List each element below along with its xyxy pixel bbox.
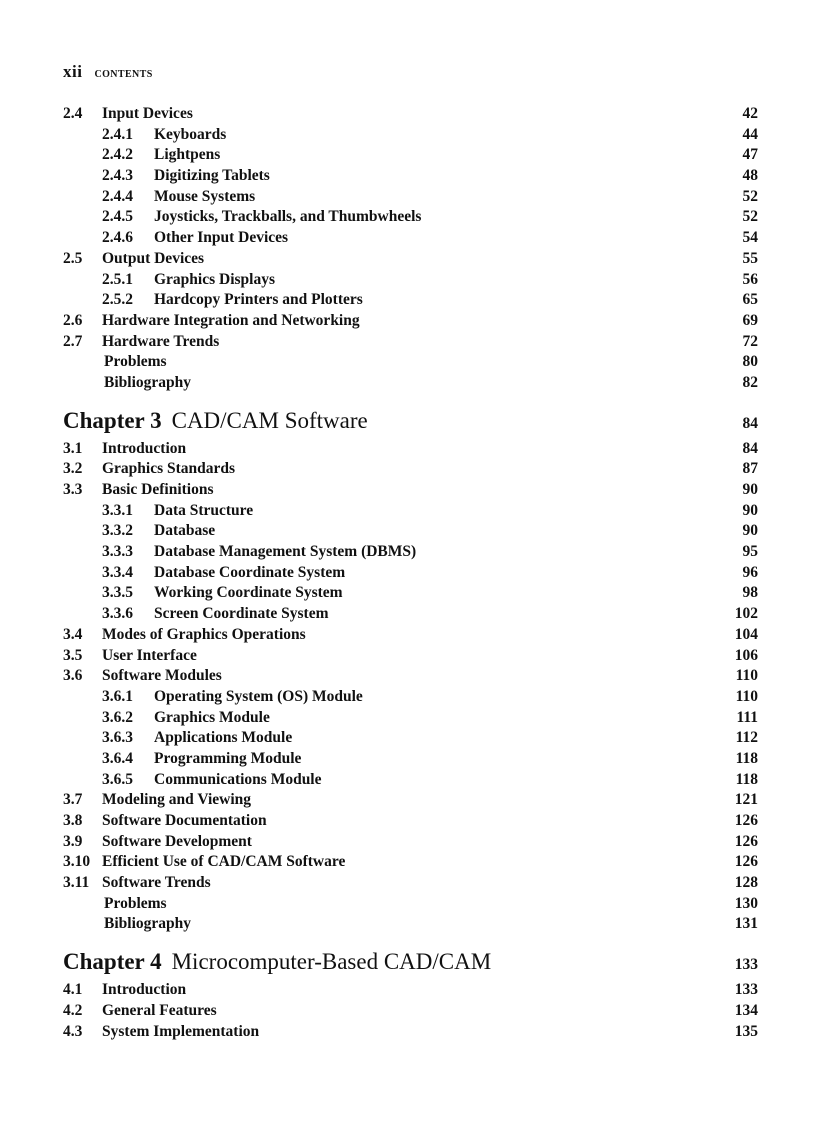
entry-page-number: 111 (736, 708, 758, 726)
entry-number: 3.3.3 (102, 543, 133, 561)
entry-number: 3.6.2 (102, 708, 133, 726)
entry-page-number: 87 (742, 460, 758, 478)
entry-page-number: 110 (735, 667, 758, 685)
entry-page-number: 65 (742, 291, 758, 309)
entry-page-number: 112 (735, 729, 758, 747)
entry-number: 2.7 (63, 332, 83, 350)
toc-section-entry (63, 439, 758, 460)
entry-page-number: 72 (742, 332, 758, 350)
entry-page-number: 110 (735, 687, 758, 705)
entry-number: 2.5.1 (102, 270, 133, 288)
entry-number: 3.3.5 (102, 584, 133, 602)
entry-page-number: 118 (735, 770, 758, 788)
entry-number: 3.5 (63, 646, 83, 664)
entry-page-number: 47 (742, 146, 758, 164)
entry-number: 3.8 (63, 812, 83, 829)
entry-title: Problems (104, 894, 167, 912)
entry-number: 3.3 (63, 481, 83, 498)
entry-title: Introduction (102, 981, 187, 999)
entry-page-number: 121 (734, 791, 758, 809)
toc-subsection-entry (63, 749, 758, 770)
running-head: CONTENTS (94, 69, 153, 80)
chapter-label: Chapter 3 (63, 407, 162, 433)
entry-title: Software Modules (102, 667, 222, 685)
entry-number: 2.4.5 (102, 208, 133, 226)
entry-page-number: 80 (742, 353, 758, 371)
entry-number: 4.3 (63, 1022, 83, 1040)
entry-page-number: 106 (734, 646, 758, 664)
entry-number: 2.6 (63, 311, 83, 329)
toc-subsection-entry (63, 604, 758, 625)
entry-title: Operating System (OS) Module (154, 687, 363, 705)
toc-subsection-entry (63, 770, 758, 791)
entry-title: Input Devices (102, 105, 193, 122)
entry-page-number: 130 (734, 894, 758, 912)
entry-title: Graphics Module (154, 708, 270, 726)
entry-page-number: 55 (742, 249, 758, 267)
entry-title: General Features (102, 1001, 217, 1019)
page-number: xii (63, 62, 83, 81)
entry-number: 2.4.4 (102, 187, 133, 205)
entry-page-number: 52 (742, 208, 758, 226)
entry-title: Screen Coordinate System (154, 605, 329, 623)
entry-page-number: 126 (734, 832, 758, 850)
entry-title: Other Input Devices (154, 229, 289, 247)
entry-page-number: 42 (742, 105, 758, 122)
entry-number: 3.6.5 (102, 770, 133, 788)
entry-title: Hardcopy Printers and Plotters (154, 291, 363, 309)
toc-section-entry (63, 666, 758, 687)
entry-page-number: 90 (742, 501, 758, 519)
entry-title: Basic Definitions (102, 481, 214, 498)
entry-page-number: 90 (742, 522, 758, 540)
toc-section-entry (63, 104, 758, 125)
entry-title: Mouse Systems (154, 187, 256, 205)
entry-number: 2.4.1 (102, 125, 133, 143)
entry-page-number: 44 (742, 125, 758, 143)
toc-subsection-entry (63, 187, 758, 208)
entry-page-number: 133 (734, 981, 758, 999)
entry-title: Programming Module (154, 749, 302, 767)
chapter-title: CAD/CAM Software (171, 407, 368, 433)
entry-page-number: 126 (734, 812, 758, 829)
toc-subsection-entry (63, 521, 758, 542)
toc-section-entry (63, 332, 758, 353)
entry-number: 3.3.2 (102, 522, 133, 540)
entry-title: Keyboards (154, 125, 227, 143)
toc-subsection-entry (63, 563, 758, 584)
toc-subsection-entry (63, 125, 758, 146)
entry-title: Working Coordinate System (154, 584, 343, 602)
toc-subsection-entry (63, 290, 758, 311)
entry-number: 3.11 (63, 874, 90, 892)
entry-number: 3.9 (63, 832, 83, 850)
toc-section-entry (63, 873, 758, 894)
entry-title: User Interface (102, 646, 197, 664)
entry-number: 3.6.1 (102, 687, 133, 705)
entry-title: Digitizing Tablets (154, 167, 270, 185)
entry-page-number: 104 (734, 625, 758, 643)
entry-title: Software Documentation (102, 812, 267, 829)
entry-page-number: 48 (742, 167, 758, 185)
toc-section-entry (63, 832, 758, 853)
chapter-title: Microcomputer-Based CAD/CAM (171, 949, 492, 975)
chapter-label: Chapter 4 (63, 949, 162, 975)
entry-title: Database (154, 522, 216, 540)
entry-title: Software Trends (102, 874, 211, 892)
toc-subsection-entry (63, 728, 758, 749)
entry-title: Software Development (102, 832, 252, 850)
entry-number: 3.6.4 (102, 749, 133, 767)
toc-backmatter-entry (63, 373, 758, 394)
entry-number: 3.10 (63, 853, 91, 871)
toc-backmatter-entry (63, 352, 758, 373)
toc-subsection-entry (63, 270, 758, 291)
toc-backmatter-entry (63, 894, 758, 915)
entry-number: 2.5.2 (102, 291, 133, 309)
toc-subsection-entry (63, 207, 758, 228)
entry-page-number: 118 (735, 749, 758, 767)
entry-title: Bibliography (104, 915, 191, 933)
entry-title: Database Coordinate System (154, 563, 346, 581)
entry-page-number: 84 (742, 439, 758, 457)
toc-section-entry (63, 625, 758, 646)
entry-title: Problems (104, 353, 167, 371)
toc-section-entry (63, 646, 758, 667)
entry-number: 3.3.1 (102, 501, 133, 519)
entry-page-number: 95 (742, 543, 758, 561)
toc-subsection-entry (63, 708, 758, 729)
entry-number: 2.4 (63, 105, 83, 122)
entry-title: Lightpens (154, 146, 221, 164)
entry-number: 3.3.6 (102, 605, 133, 623)
entry-title: System Implementation (102, 1022, 260, 1040)
toc-section-entry (63, 811, 758, 832)
entry-page-number: 69 (742, 311, 758, 329)
toc-subsection-entry (63, 687, 758, 708)
entry-page-number: 102 (734, 605, 758, 623)
entry-page-number: 54 (742, 229, 758, 247)
entry-number: 3.1 (63, 439, 83, 457)
entry-title: Efficient Use of CAD/CAM Software (102, 853, 346, 871)
entry-number: 3.3.4 (102, 563, 133, 581)
entry-number: 3.6 (63, 667, 83, 685)
entry-title: Joysticks, Trackballs, and Thumbwheels (154, 208, 422, 226)
entry-page-number: 90 (742, 481, 758, 498)
entry-number: 4.2 (63, 1001, 83, 1019)
toc-subsection-entry (63, 145, 758, 166)
toc-section-entry (63, 790, 758, 811)
entry-title: Data Structure (154, 501, 254, 519)
toc-section-entry (63, 1022, 758, 1043)
entry-title: Database Management System (DBMS) (154, 543, 417, 561)
entry-title: Introduction (102, 439, 187, 457)
chapter-heading (63, 947, 758, 977)
toc-section-entry (63, 480, 758, 501)
entry-title: Graphics Standards (102, 460, 236, 478)
entry-title: Modes of Graphics Operations (102, 625, 306, 643)
entry-page-number: 98 (742, 584, 758, 602)
toc-section-entry (63, 1001, 758, 1022)
table-of-contents (63, 104, 758, 1042)
toc-section-entry (63, 249, 758, 270)
entry-number: 3.6.3 (102, 729, 133, 747)
entry-number: 3.7 (63, 791, 83, 809)
chapter-heading (63, 406, 758, 436)
entry-number: 3.2 (63, 460, 83, 478)
entry-title: Output Devices (102, 249, 205, 267)
toc-section-entry (63, 459, 758, 480)
entry-number: 2.4.2 (102, 146, 133, 164)
toc-subsection-entry (63, 583, 758, 604)
entry-number: 4.1 (63, 981, 83, 999)
entry-page-number: 131 (734, 915, 758, 933)
entry-page-number: 52 (742, 187, 758, 205)
entry-title: Communications Module (154, 770, 322, 788)
toc-subsection-entry (63, 228, 758, 249)
entry-title: Modeling and Viewing (102, 791, 251, 809)
entry-page-number: 134 (734, 1001, 758, 1019)
entry-number: 3.4 (63, 625, 83, 643)
entry-title: Hardware Trends (102, 332, 220, 350)
entry-page-number: 128 (734, 874, 758, 892)
entry-page-number: 96 (742, 563, 758, 581)
page-header (63, 62, 153, 82)
entry-title: Applications Module (154, 729, 293, 747)
toc-section-entry (63, 980, 758, 1001)
toc-subsection-entry (63, 166, 758, 187)
chapter-page-number: 84 (742, 414, 758, 432)
entry-number: 2.5 (63, 249, 83, 267)
entry-number: 2.4.6 (102, 229, 133, 247)
entry-title: Bibliography (104, 373, 191, 391)
entry-page-number: 126 (734, 853, 758, 871)
entry-title: Graphics Displays (154, 270, 276, 288)
chapter-page-number: 133 (734, 956, 758, 974)
entry-page-number: 82 (742, 373, 758, 391)
toc-subsection-entry (63, 501, 758, 522)
toc-backmatter-entry (63, 914, 758, 935)
entry-title: Hardware Integration and Networking (102, 311, 360, 329)
toc-section-entry (63, 311, 758, 332)
entry-number: 2.4.3 (102, 167, 133, 185)
toc-section-entry (63, 852, 758, 873)
entry-page-number: 135 (734, 1022, 758, 1040)
toc-subsection-entry (63, 542, 758, 563)
entry-page-number: 56 (742, 270, 758, 288)
